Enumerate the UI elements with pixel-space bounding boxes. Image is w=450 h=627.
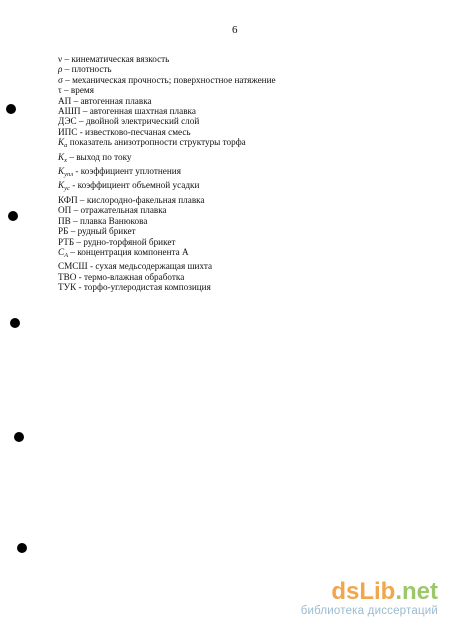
abbreviation-definition: - известково-песчаная смесь — [77, 126, 191, 137]
abbreviation-definition: – рудно-торфяной брикет — [74, 236, 176, 247]
abbreviation-line — [58, 282, 418, 292]
abbreviation-line — [58, 237, 418, 247]
watermark — [301, 579, 438, 617]
abbreviation-definition: - коэффициент объемной усадки — [69, 180, 200, 191]
abbreviation-symbol: ДЭС — [58, 116, 77, 127]
abbreviation-line — [58, 205, 418, 215]
binder-hole — [10, 318, 20, 328]
abbreviation-line — [58, 261, 418, 271]
abbreviation-symbol: τ — [58, 85, 62, 96]
abbreviation-symbol: ИПС — [58, 126, 78, 137]
abbreviation-definition: – отражательная плавка — [71, 205, 167, 216]
abbreviation-line — [58, 216, 418, 226]
abbreviation-line — [58, 137, 418, 151]
page-number: 6 — [232, 24, 238, 36]
abbreviation-symbol: РБ — [58, 226, 69, 237]
abbreviation-symbol: АШП — [58, 106, 81, 117]
watermark-logo-lib: Lib — [359, 578, 396, 605]
abbreviation-definition: – выход по току — [67, 151, 132, 162]
abbreviation-list — [58, 54, 418, 293]
watermark-logo-net: .net — [395, 578, 438, 605]
abbreviation-subscript: ус — [64, 185, 70, 193]
abbreviation-definition: – рудный брикет — [68, 226, 136, 237]
abbreviation-definition: – плотность — [62, 64, 112, 75]
binder-hole — [8, 211, 18, 221]
abbreviation-definition: - торфо-углеродистая композиция — [76, 282, 211, 293]
abbreviation-definition: – кинематическая вязкость — [62, 54, 170, 64]
abbreviation-line — [58, 226, 418, 236]
abbreviation-symbol: ТВО — [58, 271, 77, 282]
abbreviation-symbol: ν — [58, 54, 63, 64]
watermark-tagline: библиотека диссертаций — [300, 605, 438, 617]
abbreviation-line — [58, 180, 418, 194]
abbreviation-line — [58, 64, 418, 74]
abbreviation-subscript: a — [64, 142, 68, 150]
abbreviation-symbol: ρ — [58, 64, 63, 75]
abbreviation-symbol: K — [58, 151, 65, 162]
abbreviation-definition: – автогенная плавка — [71, 95, 152, 106]
abbreviation-symbol: РТБ — [58, 236, 75, 247]
watermark-logo-ds: ds — [331, 578, 360, 605]
abbreviation-symbol: СМСШ — [58, 261, 88, 272]
binder-hole — [14, 432, 24, 442]
abbreviation-line — [58, 96, 418, 106]
abbreviation-symbol: КФП — [58, 194, 78, 205]
abbreviation-line — [58, 75, 418, 85]
abbreviation-subscript: упл — [64, 171, 74, 179]
abbreviation-definition: – кислородно-факельная плавка — [77, 194, 205, 205]
abbreviation-line — [58, 85, 418, 95]
abbreviation-symbol: АП — [58, 95, 72, 106]
abbreviation-line — [58, 127, 418, 137]
abbreviation-definition: – автогенная шахтная плавка — [80, 106, 196, 117]
abbreviation-symbol: C — [58, 246, 65, 257]
abbreviation-line — [58, 195, 418, 205]
abbreviation-line — [58, 116, 418, 126]
watermark-logo — [301, 579, 438, 605]
abbreviation-symbol: ТУК — [58, 282, 77, 293]
abbreviation-line — [58, 272, 418, 282]
abbreviation-symbol: K — [58, 180, 65, 191]
binder-hole — [17, 543, 27, 553]
abbreviation-symbol: K — [58, 166, 65, 177]
abbreviation-symbol: K — [58, 137, 65, 148]
abbreviation-subscript: x — [64, 156, 68, 164]
abbreviation-symbol: ПВ — [58, 215, 71, 226]
abbreviation-line — [58, 247, 418, 261]
abbreviation-line — [58, 106, 418, 116]
abbreviation-line — [58, 152, 418, 166]
abbreviation-line — [58, 54, 418, 64]
abbreviation-line — [58, 166, 418, 180]
abbreviation-definition: – концентрация компонента А — [68, 246, 189, 257]
abbreviation-symbol: σ — [58, 74, 63, 85]
abbreviation-definition: - коэффициент уплотнения — [73, 166, 181, 177]
abbreviation-subscript: A — [64, 251, 69, 259]
abbreviation-definition: – время — [61, 85, 94, 96]
abbreviation-definition: - термо-влажная обработка — [76, 271, 185, 282]
abbreviation-symbol: ОП — [58, 205, 72, 216]
abbreviation-definition: показатель анизотропности структуры торфа — [67, 137, 246, 148]
abbreviation-definition: - сухая медьсодержащая шихта — [87, 261, 213, 272]
abbreviation-definition: – плавка Ванюкова — [70, 215, 148, 226]
abbreviation-definition: – механическая прочность; поверхностное натяжение — [62, 74, 276, 85]
binder-hole — [6, 104, 16, 114]
abbreviation-definition: – двойной электрический слой — [76, 116, 200, 127]
